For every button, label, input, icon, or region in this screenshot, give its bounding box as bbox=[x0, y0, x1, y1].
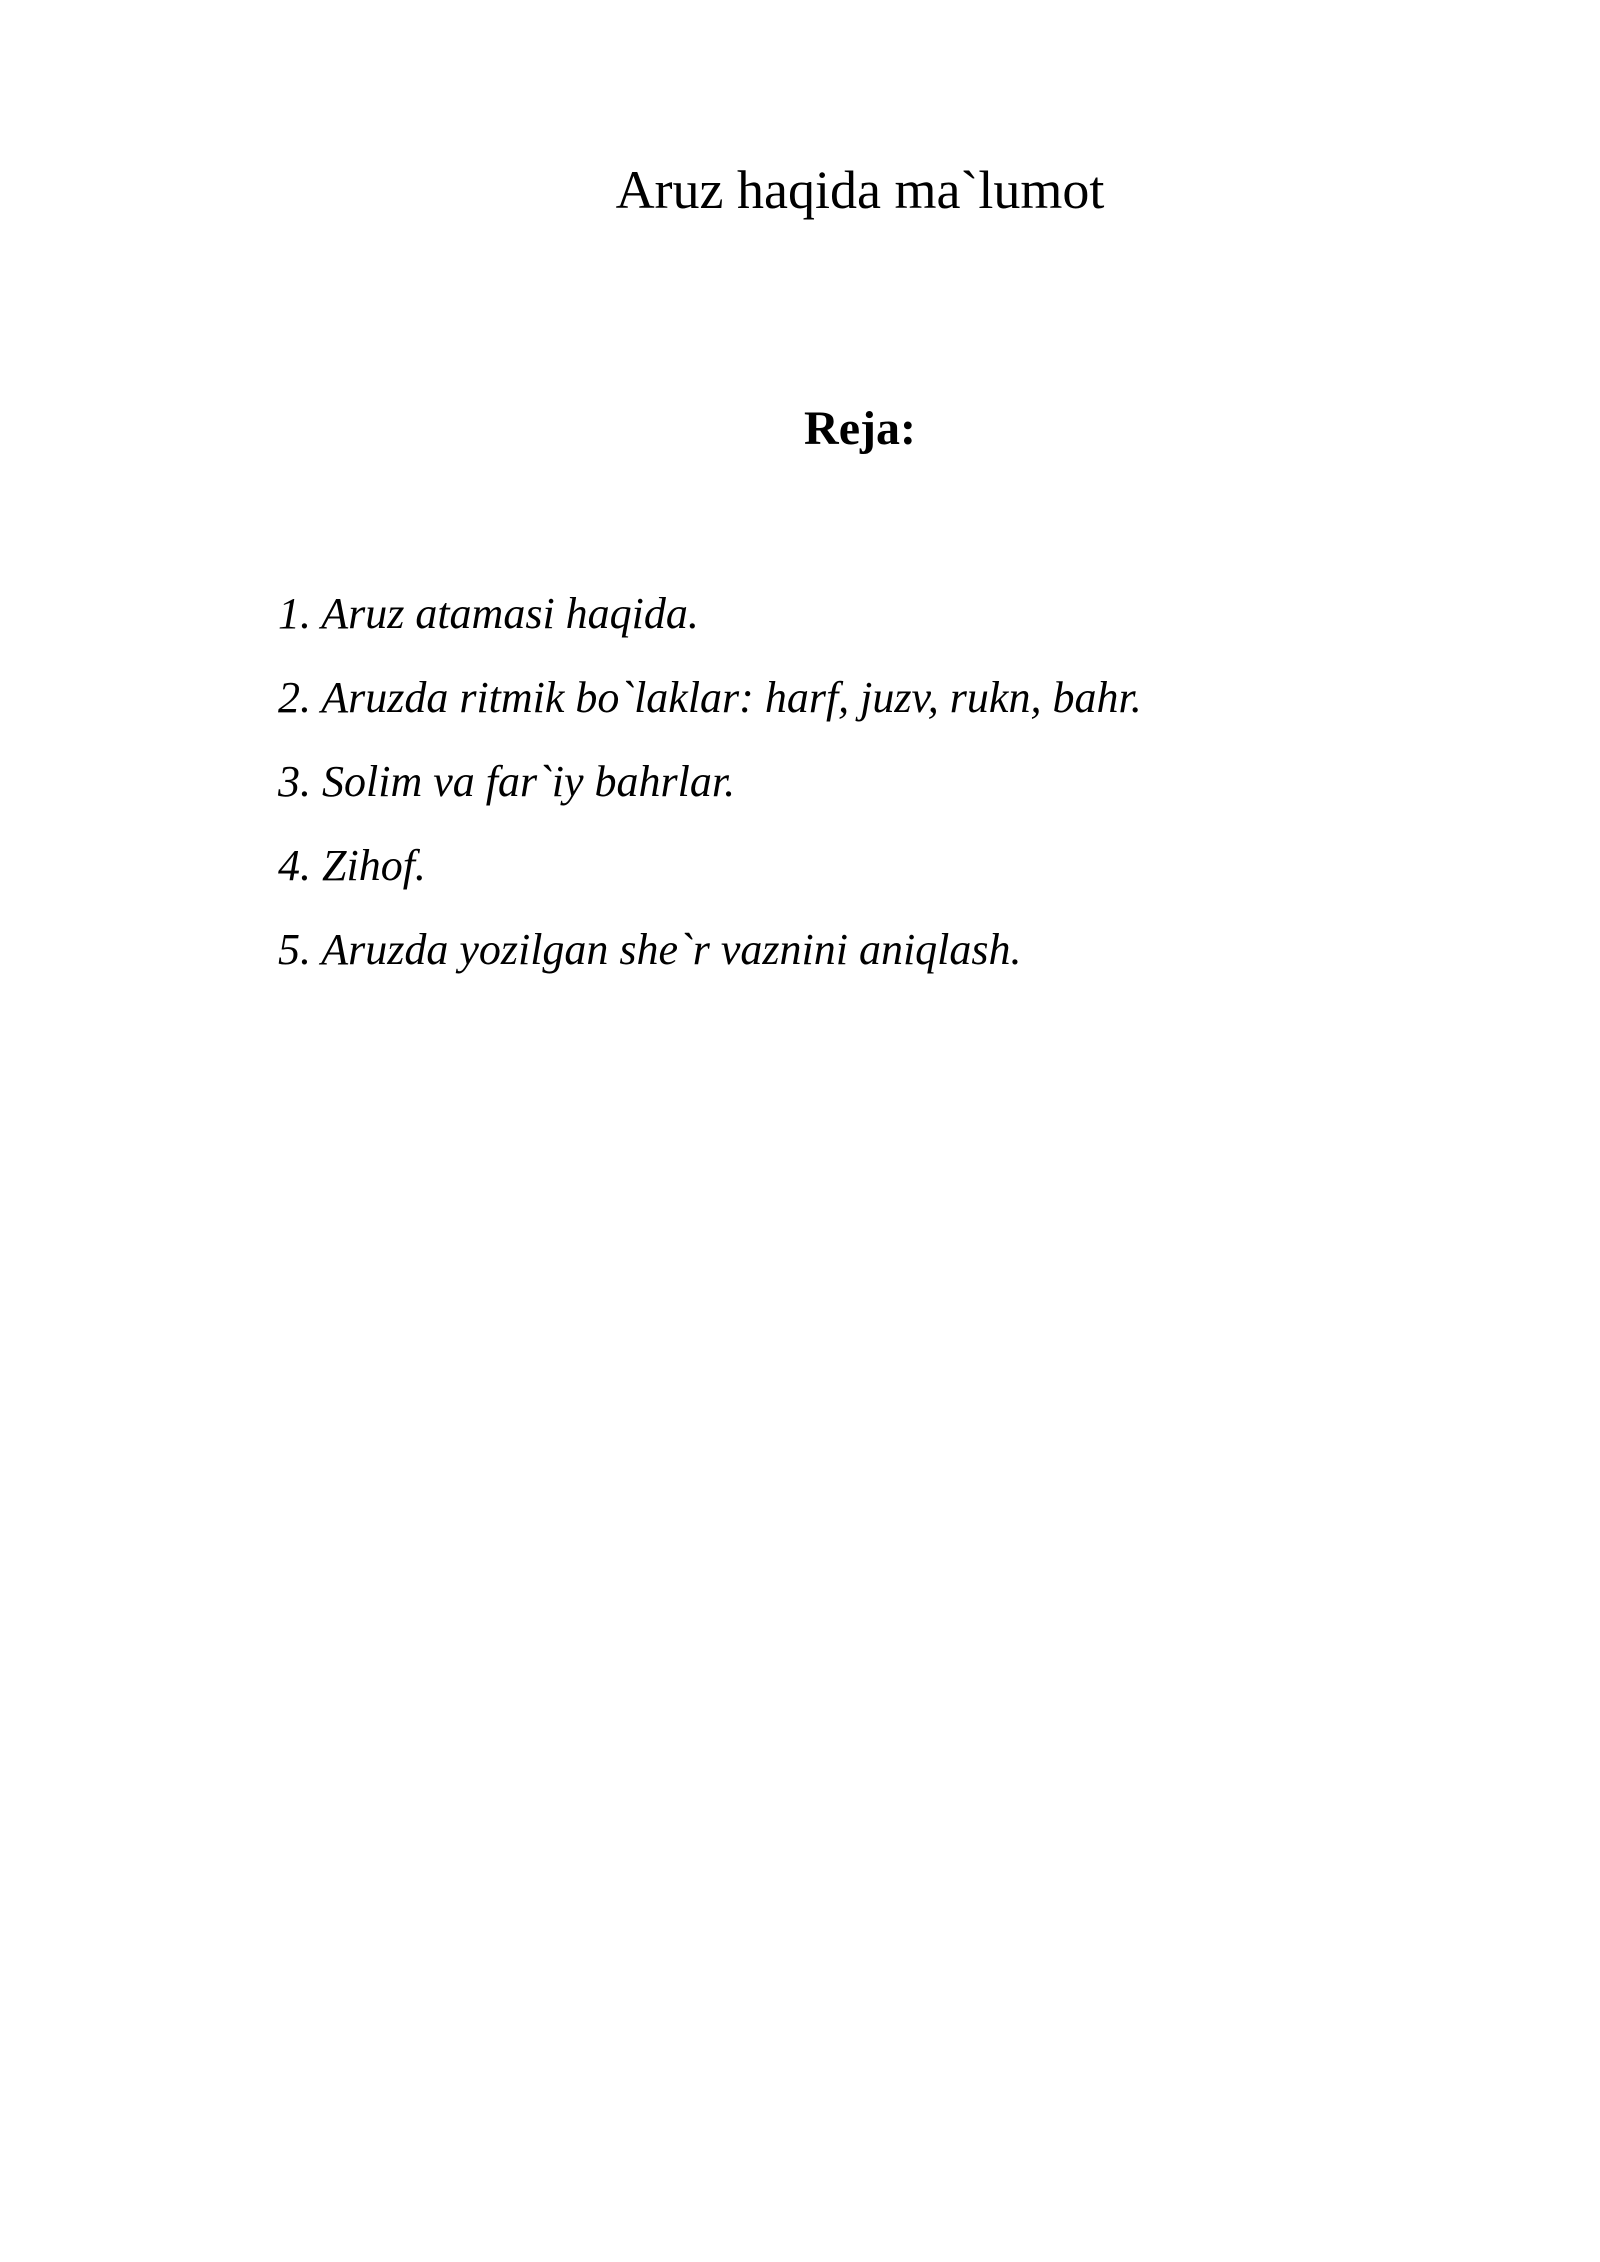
plan-item: 3. Solim va far`iy bahrlar. bbox=[278, 757, 736, 806]
plan-item: 1. Aruz atamasi haqida. bbox=[278, 589, 699, 638]
plan-item: 2. Aruzda ritmik bo`laklar: harf, juzv, rukn, bahr. bbox=[278, 673, 1142, 722]
plan-item: 5. Aruzda yozilgan she`r vaznini aniqlash. bbox=[278, 925, 1022, 974]
plan-heading: Reja: bbox=[804, 402, 916, 455]
document-title: Aruz haqida ma`lumot bbox=[615, 160, 1105, 220]
plan-list bbox=[278, 572, 1142, 992]
plan-item: 4. Zihof. bbox=[278, 841, 426, 890]
